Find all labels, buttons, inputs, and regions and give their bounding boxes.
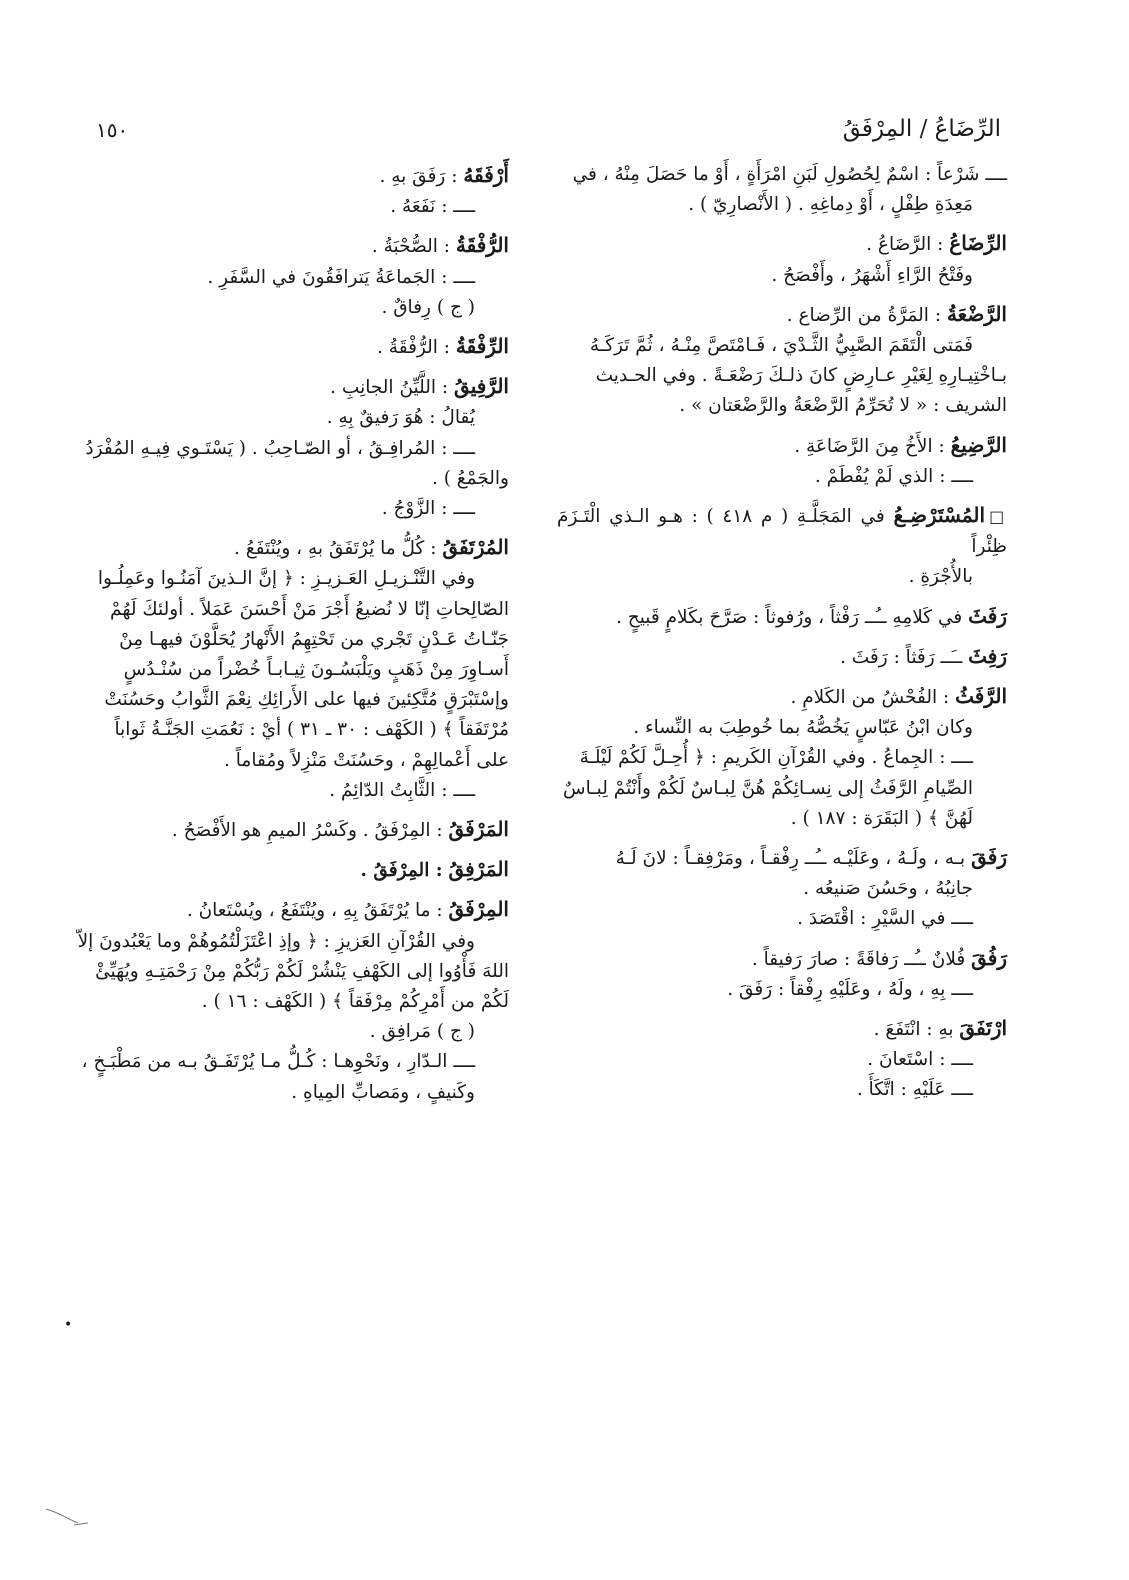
entry-line <box>557 804 1007 834</box>
line-text: ــــ : الجَماعَةُ يَترافَقُونَ في السَّفَرِ . <box>207 266 475 288</box>
line-text: والجَمْعُ ) . <box>431 467 509 489</box>
entry-line <box>51 814 509 846</box>
dictionary-entry <box>557 500 1007 593</box>
line-text: مُرْتَفَقاً ﴾ ( الكَهْف : ٣٠ ـ ٣١ ) أيْ : نَعُمَتِ الجَنَّـةُ ثَواباً <box>114 719 509 741</box>
dictionary-column-right <box>557 160 1007 1114</box>
line-text: ــــ شَرْعاً : اسْمٌ لِحُصُولِ لَبَنِ امْرَأَةٍ ، أَوْ ما حَصَلَ مِنْهُ ، في <box>572 164 1007 185</box>
entry-line <box>557 904 1007 934</box>
headword: رَفَثَ <box>968 603 1007 628</box>
entry-line <box>51 1047 509 1077</box>
line-text: ــــ : الثَّابِتُ الدّائِمُ . <box>329 779 475 801</box>
line-text: لَهُنَّ ﴾ ( البَقَرَة : ١٨٧ ) . <box>790 807 973 829</box>
line-text: : الأَخُ مِنَ الرَّضَاعَةِ . <box>794 435 945 457</box>
line-text: ( ج ) رِفاقٌ . <box>381 296 475 318</box>
line-text: ــَــ رَفَثاً : رَفَثَ . <box>839 646 963 668</box>
line-text: اللهَ فَأْوُوا إلى الكَهْفِ يَنْشُرْ لَكُمْ رَبُّكُمْ مِنْ رَحْمَتِـهِ ويُهَيِّئْ <box>95 960 509 982</box>
page-number: ١٥٠ <box>96 118 129 142</box>
line-text: ــــ : المُرافِـقُ ، أو الصّـاحِبُ . ( يَسْتَـوي فِيـهِ المُفْرَدُ <box>85 437 475 459</box>
margin-dot: • <box>64 1317 73 1333</box>
running-head: الرِّضَاعُ / المِرْفَقُ <box>842 116 1001 142</box>
headword: رَفُقَ <box>971 945 1007 970</box>
line-text: أَسـاوِرَ مِنْ ذَهَبٍ ويَلْبَسُـونَ ثِيـابـاً خُضْراً من سُنْـدُسٍ <box>123 659 509 681</box>
line-text: ــــ في السَّيْرِ : اقْتَصَدَ . <box>797 908 973 930</box>
line-text: الشريف : « لا تُحَرِّمُ الرَّضْعَةُ والرَّضْعَتان » . <box>679 395 1007 417</box>
entry-line <box>51 494 509 524</box>
dictionary-entry <box>557 641 1007 673</box>
dictionary-entry <box>51 814 509 846</box>
entry-line <box>557 842 1007 874</box>
entry-line <box>51 403 509 433</box>
dictionary-entry <box>51 371 509 524</box>
dictionary-entry <box>557 943 1007 1005</box>
entry-line <box>51 564 509 594</box>
headword: الرِّضَاعُ <box>949 231 1007 256</box>
line-text: يُقالُ : هُوَ رَفيقٌ بِهِ . <box>326 407 475 429</box>
line-text: مَعِدَةِ طِفْلٍ ، أَوْ دِماغِهِ . ( الأَنْصارِيّ ) . <box>688 194 973 216</box>
entry-line <box>557 462 1007 492</box>
entry-line <box>557 1013 1007 1045</box>
entry-line <box>557 562 1007 592</box>
headword: رَفَقَ <box>971 845 1007 870</box>
entry-line <box>557 299 1007 331</box>
entry-line <box>51 1078 509 1108</box>
entry-line <box>557 874 1007 904</box>
line-text: بـاخْتِيـارِهِ لِغَيْرِ عـارِضٍ كانَ ذلـكَ رَضْعَـةً . وفي الحـديث <box>595 365 1007 387</box>
headword: المَرْفِقُ <box>448 857 509 882</box>
line-text: بهِ : انْتَفَعَ . <box>873 1019 954 1041</box>
dictionary-entry <box>557 430 1007 492</box>
line-text: في المَجَلَّـةِ ( م ٤١٨ ) : هـو الـذي الْتَـزَمَ ظِئْراً <box>557 506 1007 558</box>
line-text: وفي القُرْآنِ العَزيزِ : ﴿ وإذِ اعْتَزَلْتُمُوهُمْ وما يَعْبُدونَ إلاّ <box>77 930 475 952</box>
entry-line <box>51 625 509 655</box>
entry-line <box>557 601 1007 633</box>
entry-line <box>557 500 1007 562</box>
entry-line <box>557 361 1007 391</box>
headword: الرَّضِيعُ <box>950 432 1007 457</box>
line-text: : الصُّحْبَةُ . <box>371 236 451 258</box>
entry-line <box>557 391 1007 421</box>
line-text: على أَعْمالِهِمْ ، وحَسُنَتْ مَنْزِلاً ومُقاماً . <box>224 749 509 771</box>
entry-line <box>51 957 509 987</box>
entry-line <box>51 230 509 262</box>
line-text: : المَرَّةُ من الرِّضاع . <box>786 304 942 326</box>
dictionary-entry <box>51 894 509 1107</box>
headword: الرَّفِيقُ <box>454 374 509 399</box>
headword: أَرْفَقَهُ <box>463 163 509 187</box>
line-text: : الفُحْشُ من الكَلامِ . <box>790 687 950 709</box>
box-marker: □ <box>989 507 1007 527</box>
entry-line <box>51 715 509 745</box>
line-text: ــــ عَلَيْهِ : اتَّكَأَ . <box>856 1079 973 1101</box>
dictionary-entry <box>51 160 509 222</box>
headword: المُسْتَرْضِـعُ <box>893 503 986 528</box>
line-text: ــــ : الذي لَمْ يُفْطَمْ . <box>814 465 973 487</box>
headword: الرِّفْقَةُ <box>455 334 509 359</box>
dictionary-entry <box>557 601 1007 633</box>
entry-line <box>51 263 509 293</box>
entry-line <box>51 371 509 403</box>
entry-line <box>51 532 509 564</box>
dictionary-entry <box>51 854 509 886</box>
headword: ارْتَفَقَ <box>959 1016 1007 1041</box>
headword: الرَّضْعَةُ <box>946 301 1007 326</box>
dictionary-entry <box>557 1013 1007 1106</box>
line-text: : ما يُرْتَفَقُ بِهِ ، ويُنْتَفَعُ ، ويُسْتَعانُ . <box>186 900 443 922</box>
entry-line <box>51 434 509 464</box>
line-text: : المِرْفَقُ . <box>360 860 443 882</box>
entry-line <box>51 987 509 1017</box>
headword: المَرْفَقُ <box>448 817 509 842</box>
headword: رَفِثَ <box>968 643 1007 668</box>
entry-line <box>51 776 509 806</box>
entry-line <box>557 190 1007 220</box>
entry-line <box>51 854 509 886</box>
entry-line <box>557 681 1007 713</box>
line-text: ــــ : نَفَعَهُ . <box>390 196 475 218</box>
line-text: وإسْتَبْرَقٍ مُتَّكِئينَ فيها على الأَرائِكِ نِعْمَ الثَّوابُ وحَسُنَتْ <box>104 689 509 711</box>
line-text: : المِرْفَقُ . وكَسْرُ الميمِ هو الأَفْصَحُ . <box>171 820 443 842</box>
entry-line <box>557 430 1007 462</box>
headword: الرُّفْقَةُ <box>455 233 509 258</box>
entry-line <box>557 160 1007 190</box>
entry-line <box>557 1075 1007 1105</box>
line-text: : كُلُّ ما يُرْتَفَقُ بهِ ، ويُنْتَفَعُ . <box>234 538 437 560</box>
margin-scribble <box>44 1505 104 1531</box>
line-text: جانِبُهُ ، وحَسُنَ صَنيعُه . <box>803 878 973 900</box>
entry-line <box>557 1045 1007 1075</box>
dictionary-entry <box>51 230 509 323</box>
dictionary-entry <box>557 228 1007 290</box>
line-text: ــــ بِهِ ، ولَهُ ، وعَلَيْهِ رِفْقاً : رَفَقَ . <box>727 978 973 1000</box>
entry-line <box>51 1017 509 1047</box>
dictionary-entry <box>51 532 509 806</box>
entry-line <box>557 713 1007 743</box>
entry-line <box>557 261 1007 291</box>
line-text: ــــ : الزَّوْجُ . <box>381 498 475 520</box>
entry-line <box>51 595 509 625</box>
dictionary-entry <box>557 160 1007 220</box>
dictionary-entry <box>51 331 509 363</box>
dictionary-entry <box>557 299 1007 422</box>
entry-line <box>557 228 1007 260</box>
dictionary-column-left <box>51 160 509 1116</box>
line-text: بالأُجْرَةِ . <box>908 566 973 588</box>
line-text: ــــ : اسْتَعانَ . <box>867 1049 973 1071</box>
line-text: : اللَّيِّنُ الجانِبِ . <box>330 377 449 399</box>
dictionary-entry <box>557 842 1007 935</box>
entry-line <box>51 464 509 494</box>
entry-line <box>557 641 1007 673</box>
line-text: وكان ابْنُ عَبّاسٍ يَخُصُّهُ بما خُوطِبَ به النِّساء . <box>633 717 973 739</box>
line-text: فُلانٌ ــُــ رَفاقَةً : صارَ رَفيقاً . <box>751 948 966 970</box>
entry-line <box>51 331 509 363</box>
entry-line <box>557 743 1007 773</box>
headword: المِرْفَقُ <box>448 897 509 922</box>
line-text: بـه ، ولَـهُ ، وعَلَيْـه ــُــ رِفْقـاً ، ومَرْفِقـاً : لانَ لَـهُ <box>615 848 966 870</box>
entry-line <box>557 331 1007 361</box>
headword: الرَّفَثُ <box>955 684 1007 709</box>
line-text: : الرُّفْقَةُ . <box>377 337 451 359</box>
entry-line <box>51 927 509 957</box>
dictionary-entry <box>557 681 1007 834</box>
line-text: : رَفَقَ بهِ . <box>379 166 458 187</box>
line-text: ( ج ) مَرافِق . <box>369 1021 475 1043</box>
entry-line <box>557 774 1007 804</box>
line-text: الصِّيامِ الرَّفَثُ إلى نِسـائِكُمْ هُنَّ لِبـاسٌ لَكُمْ وأَنْتُمْ لِبـاسٌ <box>563 777 973 799</box>
line-text: الصّالِحاتِ إنّا لا نُضيعُ أَجْرَ مَنْ أَحْسَنَ عَمَلاً . أولئكَ لَهُمْ <box>110 598 509 620</box>
line-text: ــــ الـدّارِ ، ونَحْوِهـا : كُـلُّ مـا يُرْتَفَـقُ بـه من مَطْبَـخٍ ، <box>81 1051 475 1073</box>
line-text: جَنّـاتُ عَـدْنٍ تَجْري من تَحْتِهِمُ الأَنْهارُ يُحَلَّوْنَ فيهـا مِنْ <box>119 628 509 650</box>
line-text: وفَتْحُ الرَّاءِ أَشْهَرُ ، وأَفْصَحُ . <box>771 264 973 286</box>
headword: المُرْتَفَقُ <box>442 535 509 560</box>
entry-line <box>557 943 1007 975</box>
entry-line <box>51 293 509 323</box>
entry-line <box>557 975 1007 1005</box>
line-text: في كَلامِهِ ــُــ رَفْثاً ، ورُفوثاً : صَرَّحَ بكَلامٍ قَبيحٍ . <box>616 606 963 628</box>
line-text: وكَنيفٍ ، ومَصابِّ المِياهِ . <box>291 1081 475 1103</box>
entry-line <box>51 160 509 192</box>
line-text: : الرَّضَاعُ . <box>866 234 944 256</box>
entry-line <box>51 192 509 222</box>
line-text: ــــ : الجِماعُ . وفي القُرْآنِ الكَريمِ : ﴿ أُحِـلَّ لَكُمْ لَيْلَـةَ <box>579 747 973 769</box>
line-text: وفي التَّنْـزيـلِ العَـزيـزِ : ﴿ إنَّ الـذينَ آمَنُـوا وعَمِلُـوا <box>97 568 475 590</box>
line-text: فَمَتى الْتَقَمَ الصَّبِيُّ الثَّـدْيَ ، فَـامْتَصَّ مِنْـهُ ، ثُمَّ تَرَكَـهُ <box>589 335 973 357</box>
entry-line <box>51 894 509 926</box>
entry-line <box>51 655 509 685</box>
line-text: لَكُمْ من أَمْرِكُمْ مِرْفَقاً ﴾ ( الكَهْف : ١٦ ) . <box>201 991 509 1013</box>
entry-line <box>51 685 509 715</box>
entry-line <box>51 746 509 776</box>
